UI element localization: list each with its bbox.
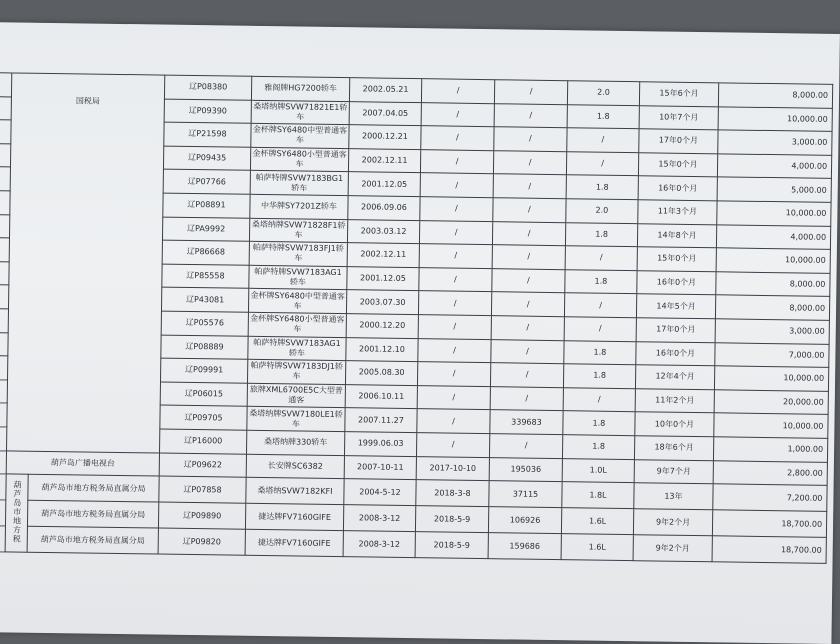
displacement-cell: 1.8: [566, 175, 638, 200]
row-index-cell: [0, 403, 7, 427]
price-cell: 4,000.00: [716, 224, 830, 249]
age-cell: 17年0个月: [636, 318, 715, 343]
plate-cell: 辽P07858: [159, 476, 246, 503]
model-cell: 帕萨特牌SVW7183AG1轿车: [249, 265, 347, 290]
row-index-cell: [0, 143, 11, 167]
price-cell: 3,000.00: [718, 130, 832, 155]
col6-cell: 106926: [488, 507, 561, 534]
plate-cell: 辽P09705: [160, 405, 247, 430]
date-cell: 2002.05.21: [349, 78, 421, 103]
col6-cell: 37115: [489, 481, 562, 508]
model-cell: 帕萨特牌SVW7183BG1轿车: [250, 171, 348, 196]
displacement-cell: 2.0: [567, 81, 639, 106]
col6-cell: /: [494, 127, 567, 152]
plate-cell: 辽P43081: [161, 287, 248, 312]
displacement-cell: /: [567, 128, 639, 153]
displacement-cell: /: [565, 246, 637, 271]
col5-cell: 2017-10-10: [416, 456, 489, 481]
unit-cell: 国税局: [7, 73, 165, 453]
col6-cell: /: [492, 221, 565, 246]
date-cell: 2007.04.05: [349, 101, 421, 126]
row-index-cell: [0, 308, 8, 332]
model-cell: 桑塔纳SVW7182KFI: [246, 477, 344, 504]
col5-cell: /: [421, 79, 494, 104]
plate-cell: 辽P08891: [163, 193, 250, 218]
model-cell: 金杯牌SY6480小型普通客车: [250, 147, 348, 172]
col6-cell: /: [489, 434, 562, 459]
age-cell: 14年5个月: [636, 294, 715, 319]
age-cell: 10年0个月: [635, 412, 714, 437]
price-cell: 5,000.00: [717, 177, 831, 202]
plate-cell: 辽P05576: [161, 311, 248, 336]
plate-cell: 辽P09390: [164, 99, 251, 124]
price-cell: 4,000.00: [717, 154, 831, 179]
model-cell: 桑塔纳牌SVW7180LE1轿车: [247, 407, 345, 432]
displacement-cell: 1.8: [567, 104, 639, 129]
col6-cell: /: [494, 103, 567, 128]
age-cell: 9年7个月: [634, 459, 713, 484]
col6-cell: /: [493, 198, 566, 223]
row-index-cell: [0, 261, 9, 285]
age-cell: 16年0个月: [637, 270, 716, 295]
displacement-cell: /: [563, 387, 635, 412]
col6-cell: 159686: [488, 533, 561, 560]
col5-cell: /: [418, 291, 491, 316]
model-cell: 中华牌SY7201Z轿车: [250, 194, 348, 219]
date-cell: 2005.08.30: [345, 361, 417, 386]
date-cell: 2003.07.30: [346, 290, 418, 315]
age-cell: 15年0个月: [637, 247, 716, 272]
model-cell: 旅牌XML6700E5C大型普通客: [247, 383, 345, 408]
price-cell: 10,000.00: [714, 366, 828, 391]
date-cell: 2003.03.12: [347, 219, 419, 244]
plate-cell: 辽P16000: [160, 429, 247, 454]
date-cell: 2008-3-12: [343, 531, 415, 558]
model-cell: 金杯牌SY6480中型普通客车: [251, 123, 349, 148]
col5-cell: /: [421, 126, 494, 151]
col6-cell: /: [492, 268, 565, 293]
vehicle-table: [0, 72, 833, 564]
row-index-cell: [0, 356, 8, 380]
col5-cell: /: [417, 362, 490, 387]
row-index-cell: [0, 96, 11, 120]
displacement-cell: 1.8: [565, 269, 637, 294]
displacement-cell: 1.8: [562, 435, 634, 460]
plate-cell: 辽P85558: [162, 264, 249, 289]
plate-cell: 辽P09435: [163, 146, 250, 171]
col5-cell: /: [420, 197, 493, 222]
model-cell: 帕萨特牌SVW7183DJ1轿车: [247, 359, 345, 384]
row-index-cell: [0, 379, 8, 403]
date-cell: 2007.11.27: [345, 408, 417, 433]
model-cell: 捷达牌FV7160GIFE: [245, 503, 343, 530]
model-cell: 长安牌SC6382: [246, 454, 344, 479]
displacement-cell: 2.0: [566, 199, 638, 224]
date-cell: 2006.10.11: [345, 384, 417, 409]
displacement-cell: 1.8: [563, 411, 635, 436]
row-index-cell: [0, 285, 9, 309]
row-index-cell: [0, 214, 10, 238]
displacement-cell: 1.8: [563, 364, 635, 389]
unit-cell: 葫芦岛市地方税务局直属分局: [27, 500, 158, 528]
col5-cell: /: [418, 315, 491, 340]
date-cell: 2001.12.05: [347, 266, 419, 291]
col6-cell: 195036: [489, 457, 562, 482]
col5-cell: 2018-5-9: [415, 506, 488, 533]
col6-cell: /: [493, 150, 566, 175]
price-cell: 18,700.00: [712, 510, 826, 538]
unit-cell: 葫芦岛市地方税务局直属分局: [28, 474, 159, 502]
plate-cell: 辽P86668: [162, 240, 249, 265]
price-cell: 10,000.00: [718, 106, 832, 131]
col6-cell: /: [493, 174, 566, 199]
row-index-cell: [0, 332, 8, 356]
date-cell: 2001.12.10: [346, 337, 418, 362]
row-index-cell: [0, 526, 5, 552]
displacement-cell: /: [566, 151, 638, 176]
price-cell: 8,000.00: [716, 272, 830, 297]
col5-cell: /: [419, 267, 492, 292]
date-cell: 2002.12.11: [347, 243, 419, 268]
age-cell: 15年6个月: [639, 82, 718, 107]
row-index-cell: [0, 426, 7, 450]
date-cell: 2002.12.11: [348, 148, 420, 173]
age-cell: 14年8个月: [637, 223, 716, 248]
col5-cell: 2018-3-8: [416, 480, 489, 507]
plate-cell: 辽P06015: [160, 382, 247, 407]
row-index-cell: [0, 120, 11, 144]
displacement-cell: 1.6L: [561, 508, 633, 535]
price-cell: 3,000.00: [715, 319, 829, 344]
date-cell: 2008-3-12: [343, 505, 415, 532]
row-index-cell: [0, 500, 6, 526]
age-cell: 15年0个月: [638, 152, 717, 177]
unit-cell: 葫芦岛市地方税务局直属分局: [27, 526, 158, 554]
age-cell: 10年7个月: [639, 105, 718, 130]
col5-cell: 2018-5-9: [415, 532, 488, 559]
age-cell: 16年0个月: [636, 341, 715, 366]
model-cell: 桑塔纳牌SVW71821E1轿车: [251, 100, 349, 125]
plate-cell: 辽P09890: [158, 502, 245, 529]
plate-cell: 辽P09622: [159, 453, 246, 478]
row-index-cell: [0, 167, 10, 191]
document-page: [0, 22, 840, 644]
date-cell: 2000.12.20: [346, 314, 418, 339]
col6-cell: /: [494, 80, 567, 105]
age-cell: 11年3个月: [638, 200, 717, 225]
col5-cell: /: [420, 173, 493, 198]
price-cell: 18,700.00: [712, 536, 826, 564]
model-cell: 帕萨特牌SVW7183AG1轿车: [248, 336, 346, 361]
col5-cell: /: [419, 244, 492, 269]
age-cell: 17年0个月: [639, 129, 718, 154]
row-index-cell: [0, 73, 12, 97]
col6-cell: /: [491, 316, 564, 341]
age-cell: 9年2个月: [633, 509, 712, 536]
price-cell: 8,000.00: [715, 295, 829, 320]
row-index-cell: [0, 238, 9, 262]
date-cell: 2000.12.21: [349, 125, 421, 150]
displacement-cell: 1.8: [565, 222, 637, 247]
col5-cell: /: [421, 102, 494, 127]
price-cell: 7,000.00: [715, 342, 829, 367]
displacement-cell: 1.0L: [562, 458, 634, 483]
model-cell: 桑塔纳牌330轿车: [246, 430, 344, 455]
side-label: 葫芦岛市地方税: [12, 480, 23, 544]
col5-cell: /: [417, 409, 490, 434]
price-cell: 10,000.00: [716, 248, 830, 273]
age-cell: 9年2个月: [633, 535, 712, 562]
plate-cell: 辽P08380: [164, 75, 251, 100]
plate-cell: 辽P09991: [160, 358, 247, 383]
age-cell: 12年4个月: [635, 365, 714, 390]
age-cell: 11年2个月: [635, 388, 714, 413]
displacement-cell: 1.8L: [562, 482, 634, 509]
col6-cell: /: [492, 245, 565, 270]
displacement-cell: 1.6L: [561, 534, 633, 561]
col5-cell: /: [417, 385, 490, 410]
age-cell: 16年0个月: [638, 176, 717, 201]
col6-cell: /: [491, 339, 564, 364]
price-cell: 1,000.00: [713, 437, 827, 462]
price-cell: 10,000.00: [714, 413, 828, 438]
plate-cell: 辽P07766: [163, 169, 250, 194]
col5-cell: /: [419, 220, 492, 245]
price-cell: 7,200.00: [713, 484, 827, 512]
price-cell: 10,000.00: [717, 201, 831, 226]
col5-cell: /: [420, 149, 493, 174]
col5-cell: /: [416, 433, 489, 458]
model-cell: 金杯牌SY6480中型普通客车: [248, 289, 346, 314]
model-cell: 桑塔纳牌SVW71828F1轿车: [249, 218, 347, 243]
age-cell: 18年6个月: [634, 436, 713, 461]
displacement-cell: /: [564, 293, 636, 318]
displacement-cell: 1.8: [564, 340, 636, 365]
col6-cell: /: [490, 363, 563, 388]
price-cell: 2,800.00: [713, 460, 827, 485]
plate-cell: 辽P09820: [158, 528, 245, 555]
plate-cell: 辽P21598: [164, 122, 251, 147]
age-cell: 13年: [634, 483, 713, 510]
col5-cell: /: [418, 338, 491, 363]
plate-cell: 辽P08889: [161, 335, 248, 360]
row-index-cell: [0, 190, 10, 214]
plate-cell: 辽PA9992: [162, 217, 249, 242]
displacement-cell: /: [564, 317, 636, 342]
unit-cell: 葫芦岛广播电视台: [6, 450, 159, 476]
price-cell: 8,000.00: [718, 83, 832, 108]
date-cell: 2007-10-11: [344, 455, 416, 480]
price-cell: 20,000.00: [714, 390, 828, 415]
side-label-cell: [5, 474, 28, 552]
date-cell: 2006.09.06: [348, 196, 420, 221]
model-cell: 雅阁牌HG7200轿车: [251, 76, 349, 101]
model-cell: 金杯牌SY6480小型普通客车: [248, 312, 346, 337]
model-cell: 帕萨特牌SVW7183FJ1轿车: [249, 241, 347, 266]
date-cell: 1999.06.03: [344, 432, 416, 457]
model-cell: 捷达牌FV7160GIFE: [245, 529, 343, 556]
date-cell: 2001.12.05: [348, 172, 420, 197]
col6-cell: 339683: [490, 410, 563, 435]
col6-cell: /: [491, 292, 564, 317]
col6-cell: /: [490, 386, 563, 411]
date-cell: 2004-5-12: [344, 479, 416, 506]
